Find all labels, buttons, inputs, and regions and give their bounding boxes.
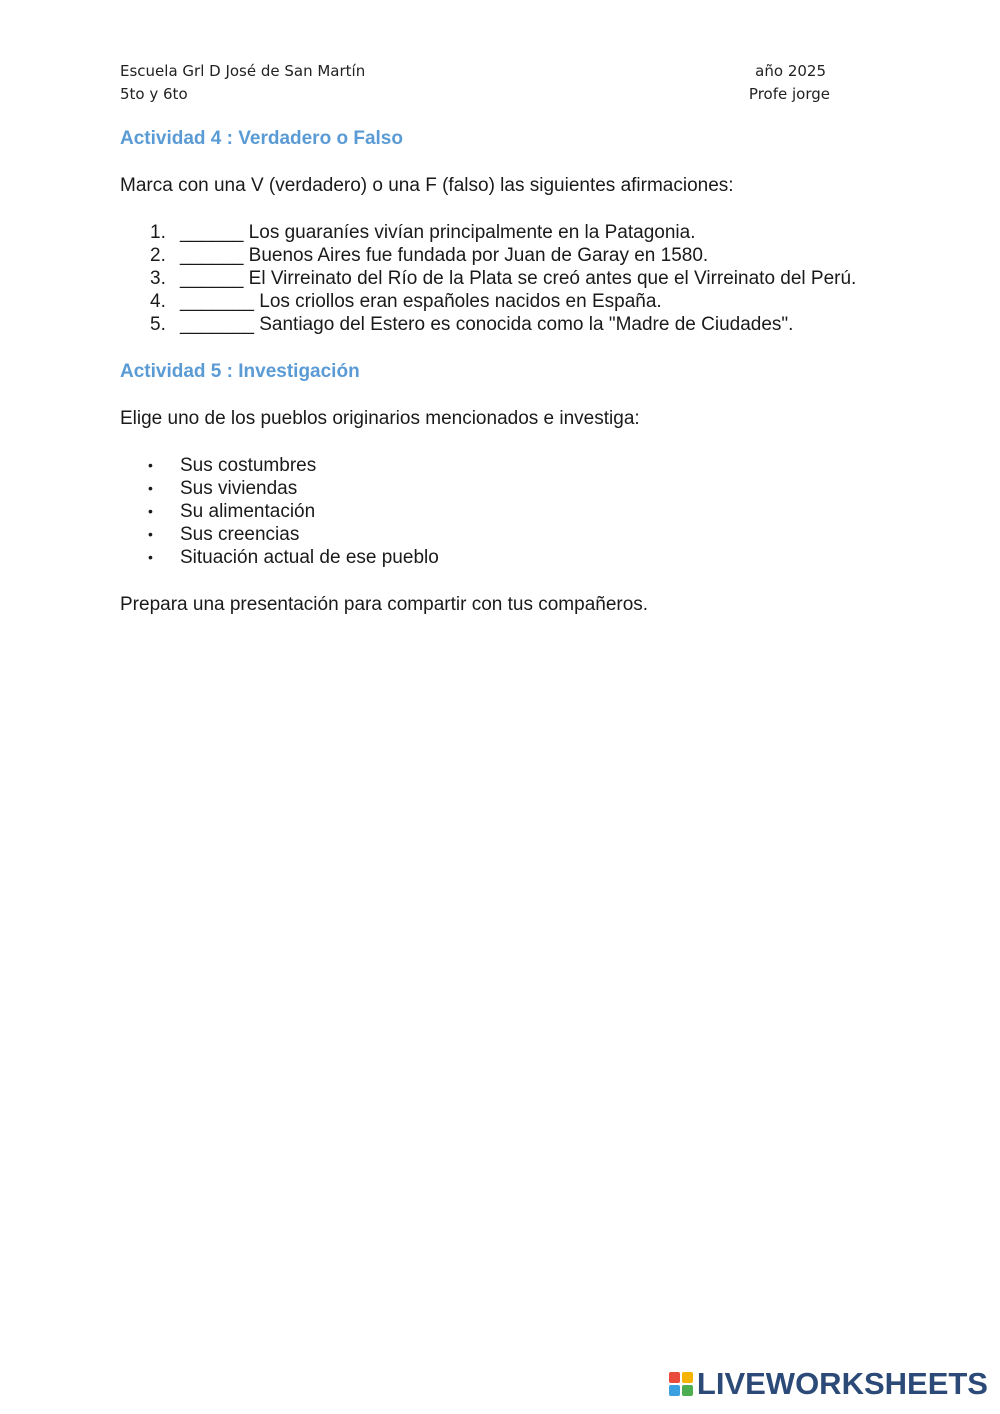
logo-mark-icon: [669, 1372, 693, 1396]
list-item: [120, 477, 920, 500]
logo-tile: [682, 1385, 693, 1396]
logo-text: LIVEWORKSHEETS: [696, 1366, 988, 1401]
topic-text: Sus costumbres: [180, 455, 317, 476]
item-text[interactable]: ______ Buenos Aires fue fundada por Juan de Garay en 1580.: [180, 245, 709, 266]
item-text[interactable]: _______ Los criollos eran españoles nacidos en España.: [180, 291, 662, 312]
activity5-instruction: Elige uno de los pueblos originarios mencionados e investiga:: [120, 408, 640, 429]
topic-text: Su alimentación: [180, 501, 316, 522]
bullet-icon: •: [148, 526, 153, 542]
bullet-icon: •: [148, 457, 153, 473]
topic-list: [120, 454, 920, 569]
logo-tile: [669, 1372, 680, 1383]
list-item: [120, 290, 920, 313]
activity5-closing: Prepara una presentación para compartir con tus compañeros.: [120, 594, 649, 615]
topic-text: Situación actual de ese pueblo: [180, 547, 439, 568]
page-header: [120, 60, 830, 106]
list-item: [120, 244, 920, 267]
logo-tile: [669, 1385, 680, 1396]
list-item: [120, 500, 920, 523]
topic-text: Sus creencias: [180, 524, 300, 545]
activity4-instruction: Marca con una V (verdadero) o una F (falso) las siguientes afirmaciones:: [120, 175, 734, 196]
topic-text: Sus viviendas: [180, 478, 298, 499]
grades: 5to y 6to: [120, 85, 188, 103]
activity5-title: Actividad 5 : Investigación: [120, 361, 360, 382]
item-text[interactable]: ______ Los guaraníes vivían principalmente en la Patagonia.: [180, 222, 696, 243]
item-number: 5.: [150, 314, 166, 335]
item-text[interactable]: ______ El Virreinato del Río de la Plata se creó antes que el Virreinato del Perú.: [180, 268, 857, 289]
bullet-icon: •: [148, 549, 153, 565]
list-item: [120, 454, 920, 477]
teacher-name: Profe jorge: [748, 85, 830, 103]
school-year: año 2025: [755, 62, 826, 80]
logo-tile: [682, 1372, 693, 1383]
liveworksheets-logo[interactable]: [669, 1364, 988, 1404]
list-item: [120, 221, 920, 244]
item-text[interactable]: _______ Santiago del Estero es conocida como la "Madre de Ciudades".: [180, 314, 794, 335]
bullet-icon: •: [148, 503, 153, 519]
header-row-1: [120, 60, 830, 83]
header-row-2: [120, 83, 830, 106]
school-name: Escuela Grl D José de San Martín: [120, 62, 366, 80]
list-item: [120, 523, 920, 546]
activity4-title: Actividad 4 : Verdadero o Falso: [120, 128, 403, 149]
item-number: 4.: [150, 291, 166, 312]
item-number: 1.: [150, 222, 166, 243]
list-item: [120, 546, 920, 569]
worksheet-content: [120, 126, 920, 616]
item-number: 2.: [150, 245, 166, 266]
list-item: [120, 313, 920, 336]
bullet-icon: •: [148, 480, 153, 496]
item-number: 3.: [150, 268, 166, 289]
statement-list: [120, 221, 920, 336]
list-item: [120, 267, 920, 290]
